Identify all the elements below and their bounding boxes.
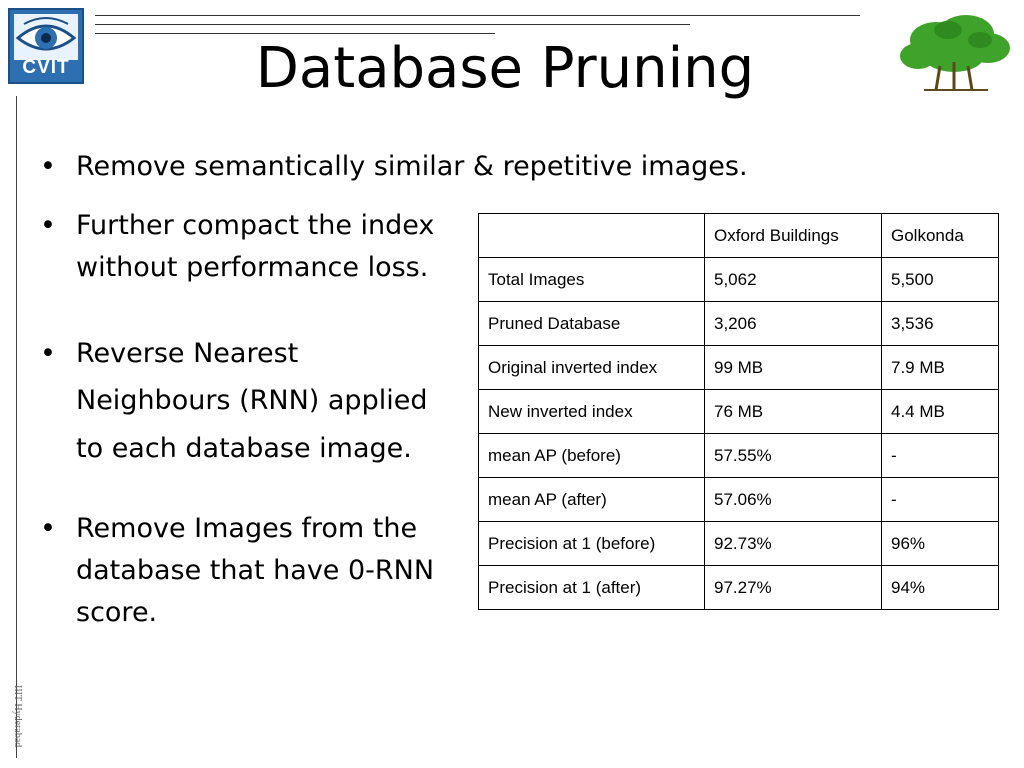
table-row <box>479 390 999 434</box>
table-cell: 94% <box>882 566 999 610</box>
page-title: Database Pruning <box>255 36 755 101</box>
table-cell: 96% <box>882 522 999 566</box>
table-row <box>479 258 999 302</box>
table-cell: 5,500 <box>882 258 999 302</box>
table-row <box>479 302 999 346</box>
logo-text: CVIT <box>22 57 70 78</box>
table-row <box>479 478 999 522</box>
row-label: Precision at 1 (after) <box>479 566 705 610</box>
table-row <box>479 566 999 610</box>
bullet-text: Remove semantically similar & repetitive images. <box>76 151 748 182</box>
table-cell: 97.27% <box>705 566 882 610</box>
bullet-text: Remove Images from the database that have 0-RNN score. <box>76 513 435 628</box>
bullet-dot: • <box>40 338 56 369</box>
header-rule <box>95 33 495 34</box>
table-cell: 3,206 <box>705 302 882 346</box>
row-label: Pruned Database <box>479 302 705 346</box>
bullet-text: Further compact the index without performance loss. <box>76 210 435 283</box>
table-cell: 57.55% <box>705 434 882 478</box>
bullet-dot: • <box>40 210 56 241</box>
table-cell: 92.73% <box>705 522 882 566</box>
table-cell: 4.4 MB <box>882 390 999 434</box>
row-label: Original inverted index <box>479 346 705 390</box>
table-header-row <box>479 214 999 258</box>
tree-icon <box>896 10 1014 94</box>
bullet-text: Reverse Nearest Neighbours (RNN) applied to each database image. <box>76 338 428 464</box>
left-margin-line <box>16 96 17 758</box>
table-cell: 7.9 MB <box>882 346 999 390</box>
table-header-cell <box>479 214 705 258</box>
row-label: mean AP (before) <box>479 434 705 478</box>
table-cell: - <box>882 434 999 478</box>
table-cell: 57.06% <box>705 478 882 522</box>
table-header-cell: Golkonda <box>882 214 999 258</box>
row-label: mean AP (after) <box>479 478 705 522</box>
row-label: Total Images <box>479 258 705 302</box>
table-cell: - <box>882 478 999 522</box>
table-row <box>479 346 999 390</box>
row-label: New inverted index <box>479 390 705 434</box>
cvit-logo <box>8 8 84 84</box>
header-rule <box>95 24 690 25</box>
header-rule <box>95 15 860 16</box>
table-cell: 99 MB <box>705 346 882 390</box>
table-header-cell: Oxford Buildings <box>705 214 882 258</box>
bullet-dot: • <box>40 513 56 544</box>
table-cell: 3,536 <box>882 302 999 346</box>
table-cell: 76 MB <box>705 390 882 434</box>
table-cell: 5,062 <box>705 258 882 302</box>
row-label: Precision at 1 (before) <box>479 522 705 566</box>
table-row <box>479 434 999 478</box>
bullet-dot: • <box>40 151 56 182</box>
eye-icon <box>14 14 78 60</box>
table-row <box>479 522 999 566</box>
side-credit: IIIT Hyderabad <box>12 685 23 748</box>
results-table <box>478 213 999 610</box>
